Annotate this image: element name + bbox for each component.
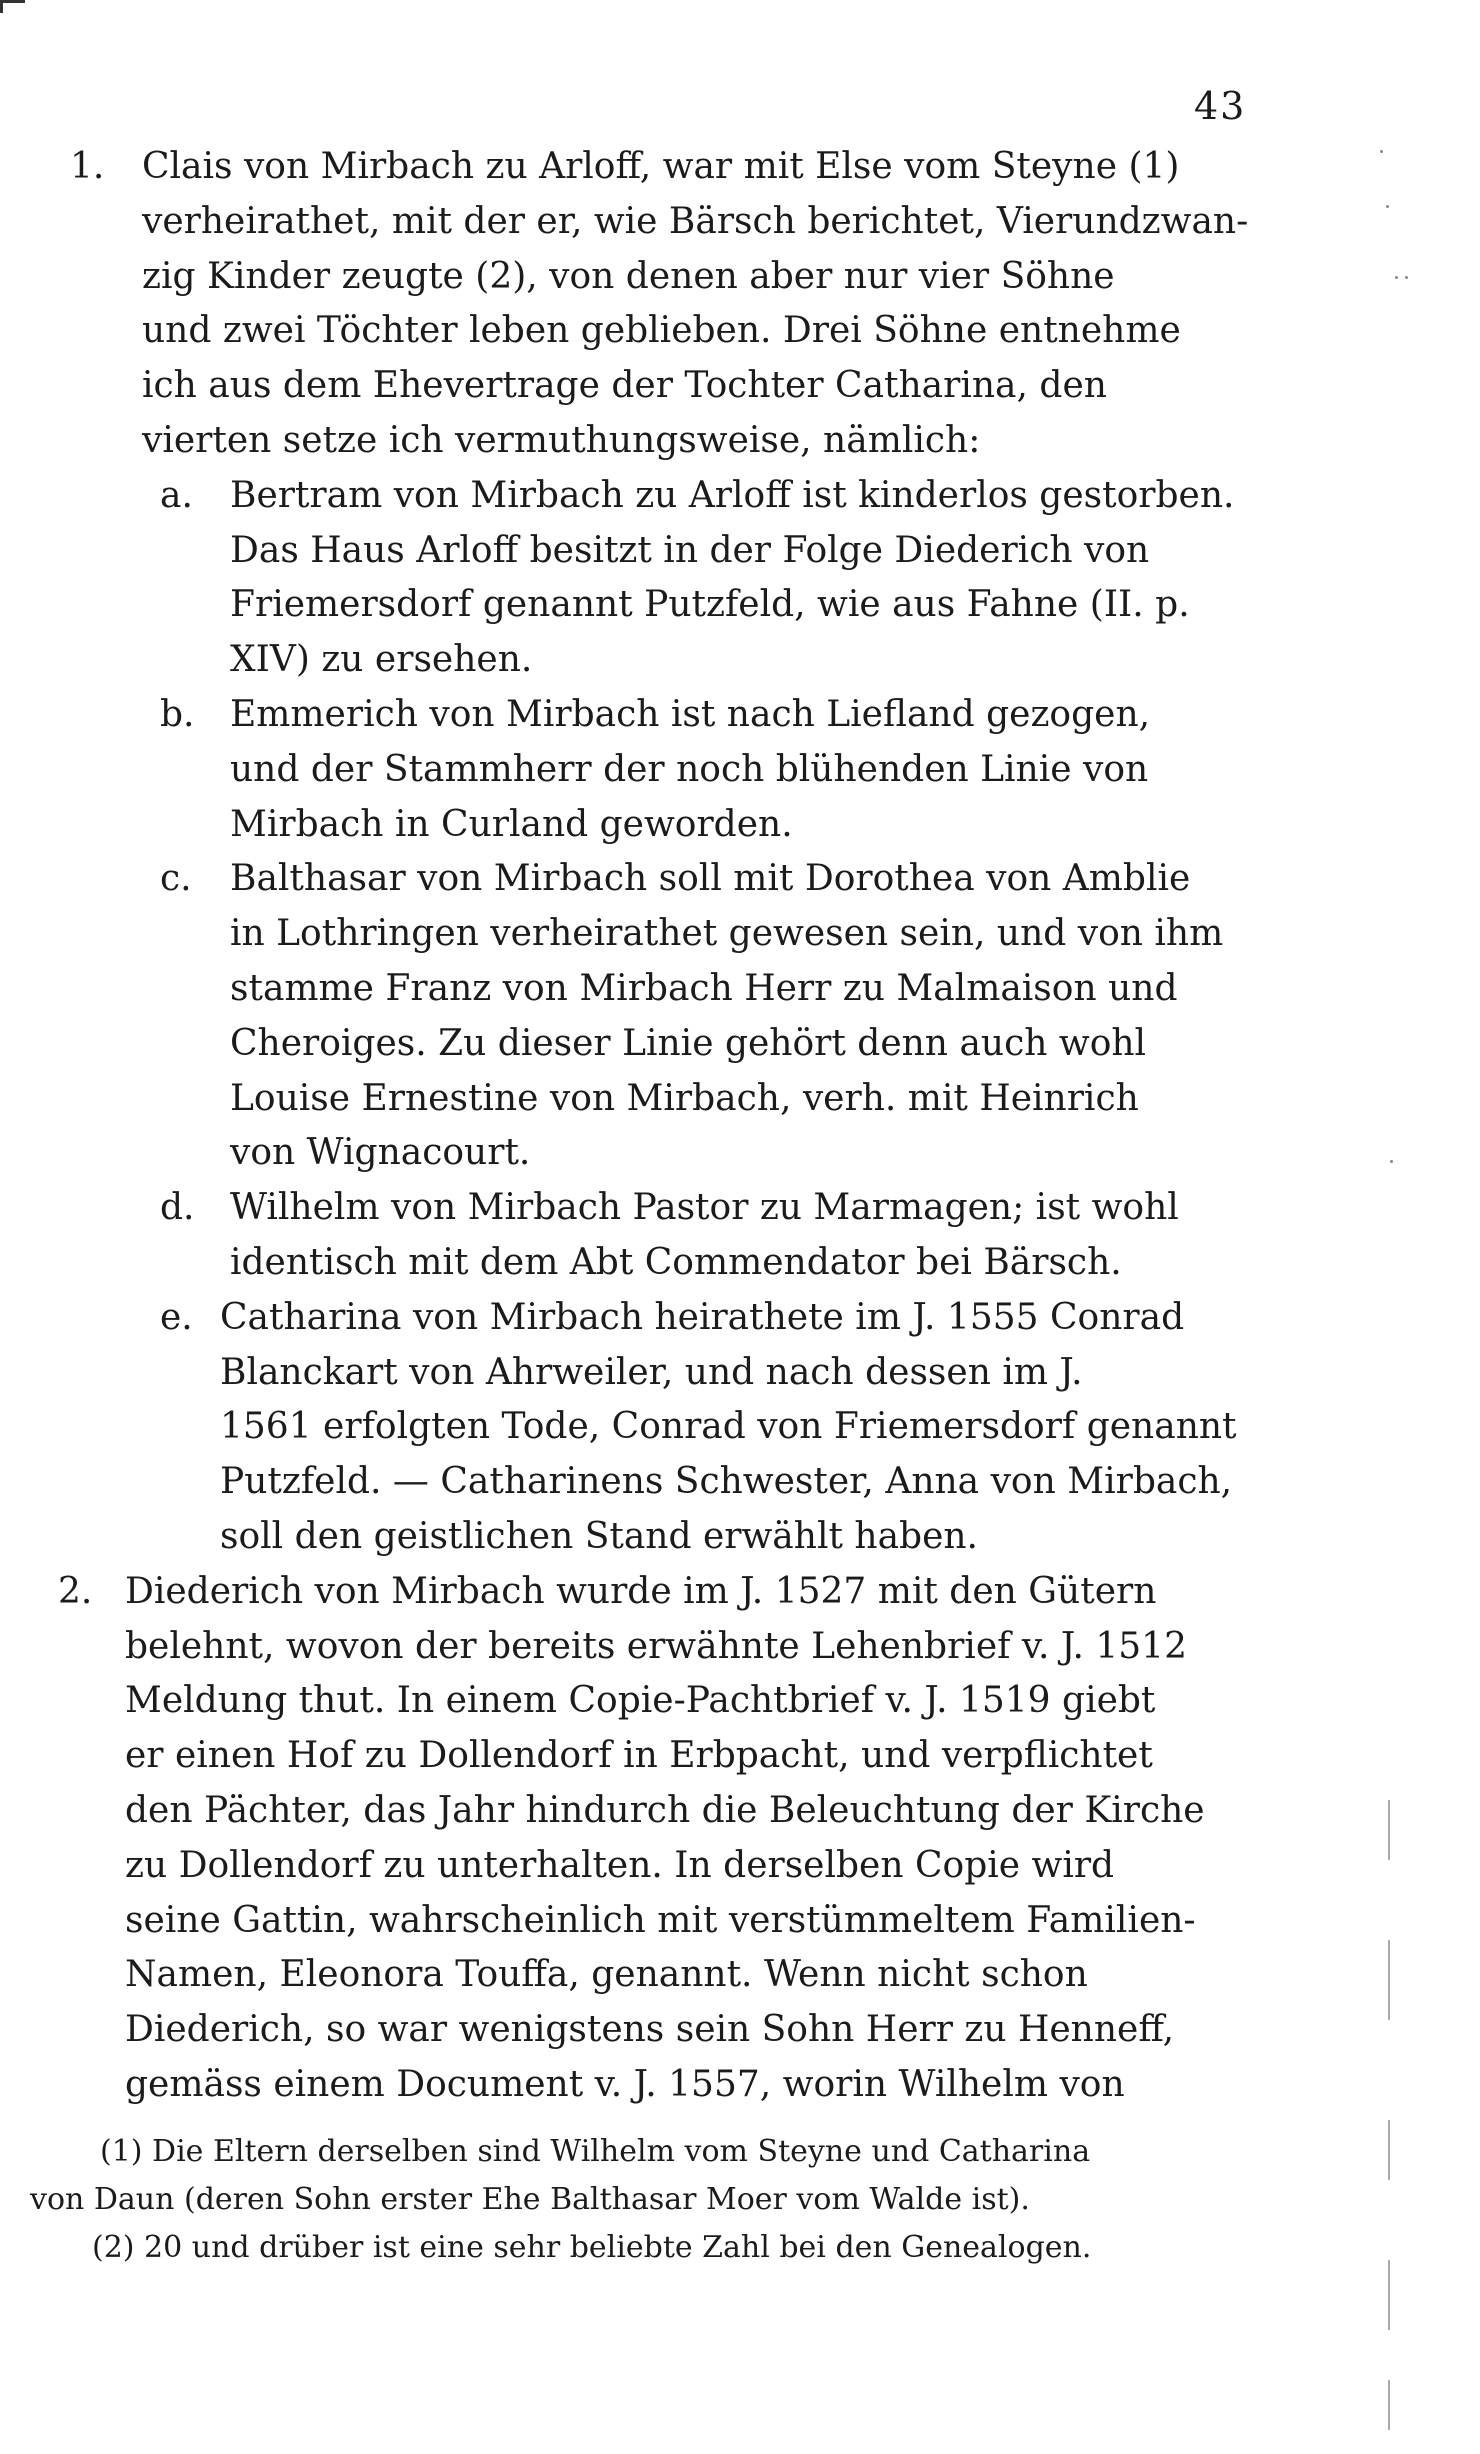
scan-edge-line <box>1388 1800 1390 1860</box>
text-line: Blanckart von Ahrweiler, und nach dessen im J. <box>220 1351 1083 1393</box>
text-line: Balthasar von Mirbach soll mit Dorothea von Amblie <box>230 858 1191 900</box>
text-line: Diederich von Mirbach wurde im J. 1527 mit den Gütern <box>125 1570 1157 1612</box>
text-line: Meldung thut. In einem Copie-Pachtbrief v. J. 1519 giebt <box>125 1680 1156 1722</box>
scan-edge-line <box>1388 1940 1390 2020</box>
text-line: Putzfeld. — Catharinens Schwester, Anna von Mirbach, <box>220 1461 1233 1503</box>
text-line: den Pächter, das Jahr hindurch die Beleuchtung der Kirche <box>125 1789 1205 1831</box>
subitem-a <box>30 469 1240 688</box>
text-line: XIV) zu ersehen. <box>230 639 533 681</box>
text-line: gemäss einem Document v. J. 1557, worin Wilhelm von <box>125 2063 1125 2105</box>
scan-edge-line <box>1388 2120 1390 2180</box>
text-line: identisch mit dem Abt Commendator bei Bärsch. <box>230 1241 1122 1283</box>
text-line: verheirathet, mit der er, wie Bärsch berichtet, Vierundzwan- <box>142 200 1249 242</box>
text-line: von Wignacourt. <box>230 1132 531 1174</box>
subitem-marker: b. <box>160 693 195 735</box>
text-line: und zwei Töchter leben geblieben. Drei Söhne entnehme <box>142 310 1181 352</box>
text-line: Mirbach in Curland geworden. <box>230 803 793 845</box>
text-line: in Lothringen verheirathet gewesen sein, und von ihm <box>230 913 1224 955</box>
text-line: Diederich, so war wenigstens sein Sohn Herr zu Henneff, <box>125 2009 1175 2051</box>
footnotes <box>30 2128 1240 2272</box>
subitem-marker: e. <box>160 1296 193 1338</box>
text-line: Namen, Eleonora Touffa, genannt. Wenn nicht schon <box>125 1954 1088 1996</box>
scan-speck <box>1405 276 1408 279</box>
text-line: Bertram von Mirbach zu Arloff ist kinderlos gestorben. <box>230 474 1235 516</box>
subitem-b <box>30 688 1240 852</box>
subitem-marker: c. <box>160 858 192 900</box>
footnote-1-line-2: von Daun (deren Sohn erster Ehe Balthasar Moer vom Walde ist). <box>30 2182 1030 2217</box>
footnote-2: (2) 20 und drüber ist eine sehr beliebte Zahl bei den Genealogen. <box>92 2230 1092 2265</box>
text-line: Emmerich von Mirbach ist nach Liefland gezogen, <box>230 693 1151 735</box>
text-line: soll den geistlichen Stand erwählt haben. <box>220 1515 979 1557</box>
scan-edge-line <box>1388 2260 1390 2330</box>
text-line: 1561 erfolgten Tode, Conrad von Friemersdorf genannt <box>220 1406 1237 1448</box>
footnote-1-line-1: (1) Die Eltern derselben sind Wilhelm vom Steyne und Catharina <box>100 2134 1091 2169</box>
subitem-d <box>30 1181 1240 1291</box>
main-text <box>30 140 1249 2113</box>
text-line: ich aus dem Ehevertrage der Tochter Catharina, den <box>142 365 1107 407</box>
text-line: Cheroiges. Zu dieser Linie gehört denn auch wohl <box>230 1022 1147 1064</box>
scan-speck <box>1380 150 1383 153</box>
text-line: Catharina von Mirbach heirathete im J. 1555 Conrad <box>220 1296 1185 1338</box>
text-line: Friemersdorf genannt Putzfeld, wie aus Fahne (II. p. <box>230 584 1190 626</box>
subitem-c <box>30 852 1240 1181</box>
text-line: seine Gattin, wahrscheinlich mit verstümmeltem Familien- <box>125 1899 1196 1941</box>
scan-speck <box>1395 276 1398 279</box>
entry-marker: 1. <box>70 146 105 187</box>
text-line: vierten setze ich vermuthungsweise, nämlich: <box>142 419 981 461</box>
scan-speck <box>1386 205 1389 208</box>
scan-edge-line <box>1388 2380 1390 2430</box>
page-number: 43 <box>1194 84 1247 128</box>
text-line: und der Stammherr der noch blühenden Linie von <box>230 748 1149 790</box>
entry-2 <box>30 1565 1240 2113</box>
subitem-marker: d. <box>160 1187 195 1229</box>
text-line: belehnt, wovon der bereits erwähnte Lehenbrief v. J. 1512 <box>125 1625 1187 1667</box>
corner-crop-mark <box>0 0 25 13</box>
entry-1 <box>30 140 1249 1565</box>
text-line: Das Haus Arloff besitzt in der Folge Diederich von <box>230 529 1150 571</box>
subitem-e <box>30 1291 1240 1565</box>
text-line: zig Kinder zeugte (2), von denen aber nur vier Söhne <box>142 255 1115 297</box>
text-line: stamme Franz von Mirbach Herr zu Malmaison und <box>230 967 1178 1009</box>
scan-speck <box>1390 1160 1393 1163</box>
text-line: er einen Hof zu Dollendorf in Erbpacht, und verpflichtet <box>125 1735 1153 1777</box>
text-line: Louise Ernestine von Mirbach, verh. mit Heinrich <box>230 1077 1139 1119</box>
text-line: Clais von Mirbach zu Arloff, war mit Else vom Steyne (1) <box>142 146 1180 187</box>
text-line: zu Dollendorf zu unterhalten. In derselben Copie wird <box>125 1844 1115 1886</box>
text-line: Wilhelm von Mirbach Pastor zu Marmagen; ist wohl <box>230 1187 1179 1229</box>
subitem-marker: a. <box>160 474 193 516</box>
entry-marker: 2. <box>58 1570 93 1612</box>
